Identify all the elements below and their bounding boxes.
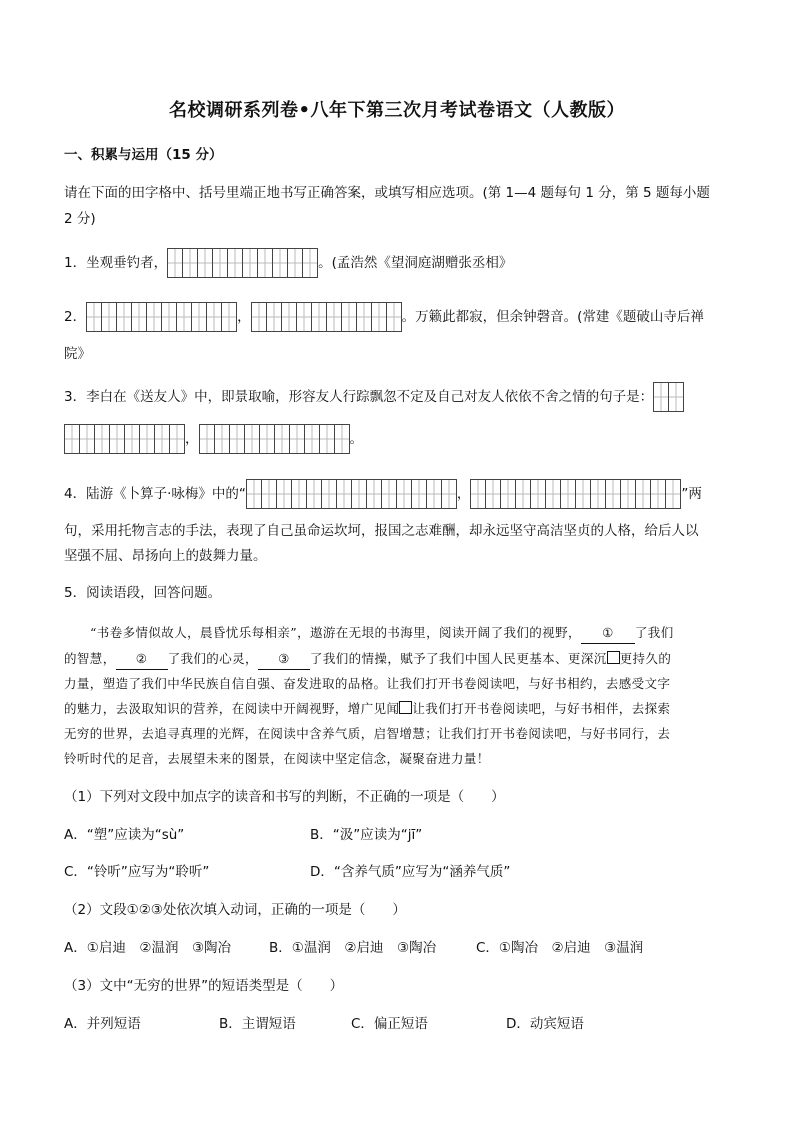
question-3-text: 3．李白在《送友人》中，即景取喻，形容友人行踪飘忽不定及自己对友人依依不舍之情的句子是： xyxy=(64,389,654,405)
grid-cell[interactable] xyxy=(297,303,312,331)
grid-cell[interactable] xyxy=(397,480,412,508)
passage-text: “书卷多情似故人，晨昏忧乐每相亲”，遨游在无垠的书海里，阅读开阔了我们的视野， xyxy=(90,625,581,640)
passage-line-4 xyxy=(64,699,670,719)
option-b[interactable]: B．主谓短语 xyxy=(219,1016,296,1032)
subquestion-3-options xyxy=(64,1014,584,1034)
grid-cell[interactable] xyxy=(471,480,486,508)
option-a[interactable]: A．并列短语 xyxy=(64,1016,141,1032)
grid-cell[interactable] xyxy=(260,425,275,453)
passage-text: 的魅力，去汲取知识的营养，在阅读中开阔视野，增广见闻 xyxy=(64,701,400,716)
blank-square[interactable] xyxy=(399,701,412,714)
passage-line-2 xyxy=(64,649,671,670)
grid-cell[interactable] xyxy=(140,425,155,453)
grid-cell[interactable] xyxy=(170,425,184,453)
grid-cell[interactable] xyxy=(207,303,222,331)
grid-cell[interactable] xyxy=(258,249,273,277)
grid-cell[interactable] xyxy=(87,303,102,331)
grid-cell[interactable] xyxy=(245,425,260,453)
answer-grid[interactable] xyxy=(470,479,681,509)
grid-cell[interactable] xyxy=(307,480,322,508)
question-3-end: 。 xyxy=(349,431,363,447)
passage-text: 更持久的 xyxy=(619,651,672,666)
grid-cell[interactable] xyxy=(337,480,352,508)
instructions-line-2: 2 分) xyxy=(64,211,96,227)
grid-cell[interactable] xyxy=(243,249,258,277)
grid-cell[interactable] xyxy=(275,425,290,453)
question-2-suffix: 。万籁此都寂，但余钟磬音。(常建《题破山寺后禅 xyxy=(401,309,704,325)
grid-cell[interactable] xyxy=(606,480,621,508)
subquestion-1-options-cd xyxy=(64,862,510,882)
grid-cell[interactable] xyxy=(576,480,591,508)
grid-cell[interactable] xyxy=(303,249,317,277)
passage-blank-3[interactable]: ③ xyxy=(258,649,310,670)
grid-cell[interactable] xyxy=(80,425,95,453)
answer-grid[interactable] xyxy=(246,479,457,509)
option-c[interactable]: C．①陶冶 ②启迪 ③温润 xyxy=(476,940,644,956)
grid-cell[interactable] xyxy=(442,480,456,508)
question-5: 5．阅读语段，回答问题。 xyxy=(64,585,222,601)
grid-cell[interactable] xyxy=(247,480,262,508)
grid-cell[interactable] xyxy=(230,425,245,453)
option-b[interactable]: B．①温润 ②启迪 ③陶冶 xyxy=(269,940,437,956)
grid-cell[interactable] xyxy=(352,480,367,508)
grid-cell[interactable] xyxy=(110,425,125,453)
question-3 xyxy=(64,382,684,412)
grid-cell[interactable] xyxy=(621,480,636,508)
grid-cell[interactable] xyxy=(666,480,680,508)
grid-cell[interactable] xyxy=(516,480,531,508)
grid-cell[interactable] xyxy=(168,249,183,277)
passage-text: 让我们打开书卷阅读吧，与好书相伴，去探索 xyxy=(412,701,671,716)
option-c[interactable]: C．“铃听”应写为“聆听” xyxy=(64,864,210,880)
grid-cell[interactable] xyxy=(95,425,110,453)
option-a[interactable]: A．“塑”应读为“sù” xyxy=(64,827,185,843)
grid-cell[interactable] xyxy=(198,249,213,277)
grid-cell[interactable] xyxy=(228,249,243,277)
grid-cell[interactable] xyxy=(117,303,132,331)
grid-cell[interactable] xyxy=(312,303,327,331)
grid-cell[interactable] xyxy=(636,480,651,508)
subquestion-2: （2）文段①②③处依次填入动词，正确的一项是（ ） xyxy=(64,902,406,918)
grid-cell[interactable] xyxy=(267,303,282,331)
grid-cell[interactable] xyxy=(213,249,228,277)
grid-cell[interactable] xyxy=(288,249,303,277)
grid-cell[interactable] xyxy=(320,425,335,453)
question-2 xyxy=(64,302,704,332)
grid-cell[interactable] xyxy=(192,303,207,331)
subquestion-1: （1）下列对文段中加点字的读音和书写的判断，不正确的一项是（ ） xyxy=(64,789,505,805)
subquestion-1-options-ab xyxy=(64,825,422,845)
grid-cell[interactable] xyxy=(282,303,297,331)
grid-cell[interactable] xyxy=(342,303,357,331)
grid-cell[interactable] xyxy=(427,480,442,508)
section-heading: 一、积累与运用（15 分） xyxy=(64,147,223,163)
grid-cell[interactable] xyxy=(215,425,230,453)
grid-cell[interactable] xyxy=(305,425,320,453)
grid-cell[interactable] xyxy=(252,303,267,331)
blank-square[interactable] xyxy=(607,651,620,664)
grid-cell[interactable] xyxy=(132,303,147,331)
grid-cell[interactable] xyxy=(531,480,546,508)
question-1-prefix: 1．坐观垂钓者， xyxy=(64,255,168,271)
question-2-line-2: 院》 xyxy=(64,346,91,362)
grid-cell[interactable] xyxy=(591,480,606,508)
subquestion-2-options xyxy=(64,938,643,958)
grid-cell[interactable] xyxy=(654,383,669,411)
grid-cell[interactable] xyxy=(322,480,337,508)
grid-cell[interactable] xyxy=(357,303,372,331)
subquestion-3: （3）文中“无穷的世界”的短语类型是（ ） xyxy=(64,978,344,994)
grid-cell[interactable] xyxy=(262,480,277,508)
option-d[interactable]: D．动宾短语 xyxy=(506,1016,584,1032)
option-d[interactable]: D．“含养气质”应写为“涵养气质” xyxy=(310,864,511,880)
question-4-line-3: 坚强不屈、昂扬向上的鼓舞力量。 xyxy=(64,548,267,564)
option-c[interactable]: C．偏正短语 xyxy=(351,1016,428,1032)
grid-cell[interactable] xyxy=(200,425,215,453)
grid-cell[interactable] xyxy=(290,425,305,453)
question-4-prefix: 4．陆游《卜算子·咏梅》中的“ xyxy=(64,486,246,502)
grid-cell[interactable] xyxy=(222,303,236,331)
question-1 xyxy=(64,248,512,278)
grid-cell[interactable] xyxy=(367,480,382,508)
grid-cell[interactable] xyxy=(561,480,576,508)
grid-cell[interactable] xyxy=(327,303,342,331)
question-3-comma: ， xyxy=(185,431,199,447)
grid-cell[interactable] xyxy=(382,480,397,508)
grid-cell[interactable] xyxy=(147,303,162,331)
grid-cell[interactable] xyxy=(183,249,198,277)
grid-cell[interactable] xyxy=(273,249,288,277)
grid-cell[interactable] xyxy=(177,303,192,331)
answer-grid[interactable] xyxy=(199,424,350,454)
answer-grid[interactable] xyxy=(251,302,402,332)
passage-line-6: 铃听时代的足音，去展望未来的图景，在阅读中坚定信念，凝聚奋进力量！ xyxy=(64,751,490,766)
grid-cell[interactable] xyxy=(65,425,80,453)
question-4 xyxy=(64,479,702,509)
question-1-suffix: 。(孟浩然《望洞庭湖赠张丞相》 xyxy=(318,255,513,271)
passage-line-3: 力量，塑造了我们中华民族自信自强、奋发进取的品格。让我们打开书卷阅读吧，与好书相约，去感受文字 xyxy=(64,676,671,691)
option-b[interactable]: B．“汲”应读为“jī” xyxy=(310,827,423,843)
grid-cell[interactable] xyxy=(125,425,140,453)
question-4-line-2: 句，采用托物言志的手法，表现了自己虽命运坎坷，报国之志难酬，却永远坚守高洁坚贞的人格，给后人以 xyxy=(64,523,699,539)
passage-text: 的智慧， xyxy=(64,651,116,666)
page-title: 名校调研系列卷•八年下第三次月考试卷语文（人教版） xyxy=(168,100,625,121)
passage-text: 了我们的情操，赋予了我们中国人民更基本、更深沉 xyxy=(309,651,607,666)
passage-text: 了我们的心灵， xyxy=(167,651,258,666)
passage-blank-2[interactable]: ② xyxy=(116,649,168,670)
question-3-line-2 xyxy=(64,424,363,454)
grid-cell[interactable] xyxy=(277,480,292,508)
answer-grid[interactable] xyxy=(86,302,237,332)
passage-line-5: 无穷的世界，去追寻真理的光辉，在阅读中含养气质，启智增慧；让我们打开书卷阅读吧，与好书同行，去 xyxy=(64,726,671,741)
question-4-comma: ， xyxy=(456,486,471,502)
answer-grid[interactable] xyxy=(167,248,318,278)
passage-text: 了我们 xyxy=(634,625,674,640)
question-4-suffix: ”两 xyxy=(681,486,702,502)
grid-cell[interactable] xyxy=(387,303,401,331)
grid-cell[interactable] xyxy=(546,480,561,508)
passage-line-1 xyxy=(90,623,674,644)
grid-cell[interactable] xyxy=(651,480,666,508)
passage-blank-1[interactable]: ① xyxy=(581,623,635,644)
grid-cell[interactable] xyxy=(669,383,683,411)
grid-cell[interactable] xyxy=(335,425,349,453)
question-2-prefix: 2． xyxy=(64,309,87,325)
question-2-comma: ， xyxy=(237,309,251,325)
grid-cell[interactable] xyxy=(162,303,177,331)
option-a[interactable]: A．①启迪 ②温润 ③陶冶 xyxy=(64,940,232,956)
answer-grid[interactable] xyxy=(64,424,185,454)
grid-cell[interactable] xyxy=(292,480,307,508)
grid-cell[interactable] xyxy=(155,425,170,453)
grid-cell[interactable] xyxy=(372,303,387,331)
instructions-line-1: 请在下面的田字格中、括号里端正地书写正确答案，或填写相应选项。(第 1—4 题每句 1 分，第 5 题每小题 xyxy=(64,185,710,201)
grid-cell[interactable] xyxy=(412,480,427,508)
grid-cell[interactable] xyxy=(102,303,117,331)
grid-cell[interactable] xyxy=(486,480,501,508)
answer-grid[interactable] xyxy=(653,382,684,412)
grid-cell[interactable] xyxy=(501,480,516,508)
